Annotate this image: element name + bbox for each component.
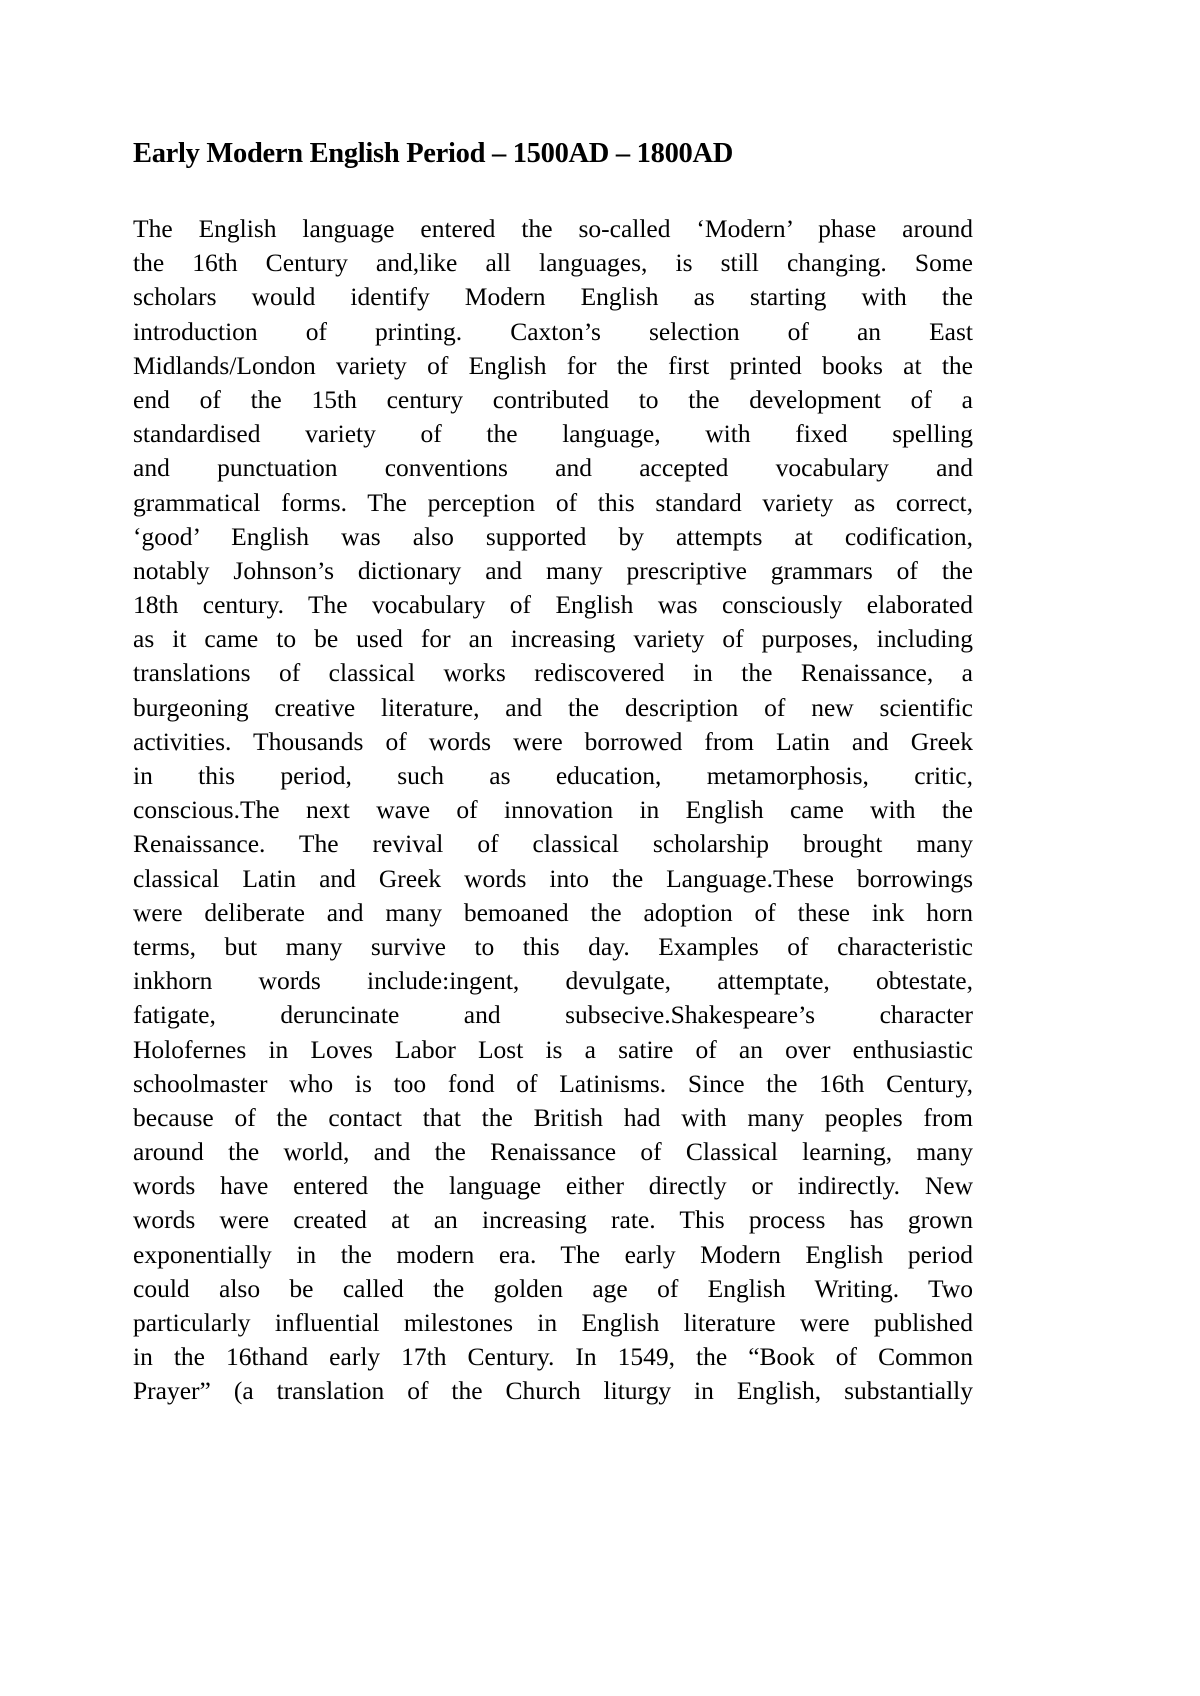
body-text-line — [133, 280, 973, 314]
body-text-line-content: because of the contact that the British had with many peoples from — [133, 1102, 973, 1132]
body-text-line — [133, 1306, 973, 1340]
body-text-line-content: The English language entered the so-called ‘Modern’ phase around — [133, 214, 973, 243]
body-text-line — [133, 1169, 973, 1203]
body-text-line-content: could also be called the golden age of English Writing. Two — [133, 1273, 973, 1303]
body-text-line — [133, 622, 973, 656]
body-text-line-content: as it came to be used for an increasing variety of purposes, including — [133, 624, 973, 654]
body-text-line-content: standardised variety of the language, with fixed spelling — [133, 419, 973, 449]
body-text-line-content: and punctuation conventions and accepted vocabulary and — [133, 453, 973, 483]
body-text-line-content: grammatical forms. The perception of this standard variety as correct, — [133, 487, 973, 517]
body-text-line-content: words were created at an increasing rate. This process has grown — [133, 1205, 973, 1235]
body-text-line-content: activities. Thousands of words were borrowed from Latin and Greek — [133, 726, 973, 756]
body-text-line — [133, 554, 973, 588]
body-text-line-content: fatigate, deruncinate and subsecive.Shakespeare’s character — [133, 1000, 973, 1030]
body-text-line — [133, 827, 973, 861]
body-text-line — [133, 1272, 973, 1306]
body-text-line — [133, 588, 973, 622]
body-text-line-content: Holofernes in Loves Labor Lost is a satire of an over enthusiastic — [133, 1034, 973, 1064]
body-text-line-content: were deliberate and many bemoaned the adoption of these ink horn — [133, 897, 973, 927]
body-text-line-content: ‘good’ English was also supported by attempts at codification, — [133, 521, 973, 551]
body-text-line-content: in this period, such as education, metamorphosis, critic, — [133, 761, 973, 790]
body-text-line — [133, 930, 973, 964]
body-text-line-content: Renaissance. The revival of classical scholarship brought many — [133, 829, 973, 859]
body-text-line — [133, 759, 973, 793]
body-text-line — [133, 417, 973, 451]
body-text-line-content: exponentially in the modern era. The early Modern English period — [133, 1239, 973, 1269]
body-text-line-content: Prayer” (a translation of the Church liturgy in English, substantially — [133, 1376, 973, 1406]
body-text-line — [133, 998, 973, 1032]
body-text-line-content: Midlands/London variety of English for the first printed books at the — [133, 350, 973, 380]
body-text-line-content: in the 16thand early 17th Century. In 1549, the “Book of Common — [133, 1342, 973, 1372]
body-text-line-content: particularly influential milestones in English literature were published — [133, 1308, 973, 1337]
body-text-line — [133, 656, 973, 690]
body-text-line-content: notably Johnson’s dictionary and many prescriptive grammars of the — [133, 555, 973, 585]
body-text-line — [133, 1033, 973, 1067]
body-text-line — [133, 486, 973, 520]
body-text-line — [133, 691, 973, 725]
body-text-line — [133, 1238, 973, 1272]
body-text-line-content: 18th century. The vocabulary of English was consciously elaborated — [133, 590, 973, 620]
body-text-line — [133, 520, 973, 554]
body-text-line — [133, 896, 973, 930]
body-text-line-content: translations of classical works rediscovered in the Renaissance, a — [133, 658, 973, 688]
body-text-line-content: introduction of printing. Caxton’s selection of an East — [133, 316, 973, 346]
body-text-line — [133, 315, 973, 349]
body-text-line — [133, 212, 973, 246]
body-text-line-content: the 16th Century and,like all languages, is still changing. Some — [133, 248, 973, 278]
body-text-line-content: scholars would identify Modern English as starting with the — [133, 282, 973, 312]
body-text-line — [133, 725, 973, 759]
body-text-line — [133, 1101, 973, 1135]
body-text-line-content: end of the 15th century contributed to the development of a — [133, 384, 973, 414]
body-text-line-content: around the world, and the Renaissance of Classical learning, many — [133, 1137, 973, 1167]
body-text-line-content: schoolmaster who is too fond of Latinisms. Since the 16th Century, — [133, 1068, 973, 1098]
body-text-line-content: words have entered the language either directly or indirectly. New — [133, 1171, 973, 1201]
body-text-line — [133, 793, 973, 827]
body-text-line-content: burgeoning creative literature, and the description of new scientific — [133, 692, 973, 722]
body-text-line — [133, 451, 973, 485]
body-text-line-content: terms, but many survive to this day. Examples of characteristic — [133, 931, 973, 961]
body-text-line — [133, 349, 973, 383]
body-text-line — [133, 862, 973, 896]
body-text-line-content: conscious.The next wave of innovation in English came with the — [133, 795, 973, 825]
body-text-line — [133, 383, 973, 417]
body-text-line — [133, 1203, 973, 1237]
document-title: Early Modern English Period – 1500AD – 1800AD — [133, 138, 734, 169]
body-text-line — [133, 246, 973, 280]
body-text-line — [133, 1067, 973, 1101]
document-body — [133, 212, 973, 1409]
body-text-line — [133, 1374, 973, 1408]
body-text-line — [133, 1340, 973, 1374]
body-text-line — [133, 1135, 973, 1169]
body-text-line-content: classical Latin and Greek words into the Language.These borrowings — [133, 863, 973, 893]
body-text-line — [133, 964, 973, 998]
body-text-line-content: inkhorn words include:ingent, devulgate, attemptate, obtestate, — [133, 966, 973, 996]
